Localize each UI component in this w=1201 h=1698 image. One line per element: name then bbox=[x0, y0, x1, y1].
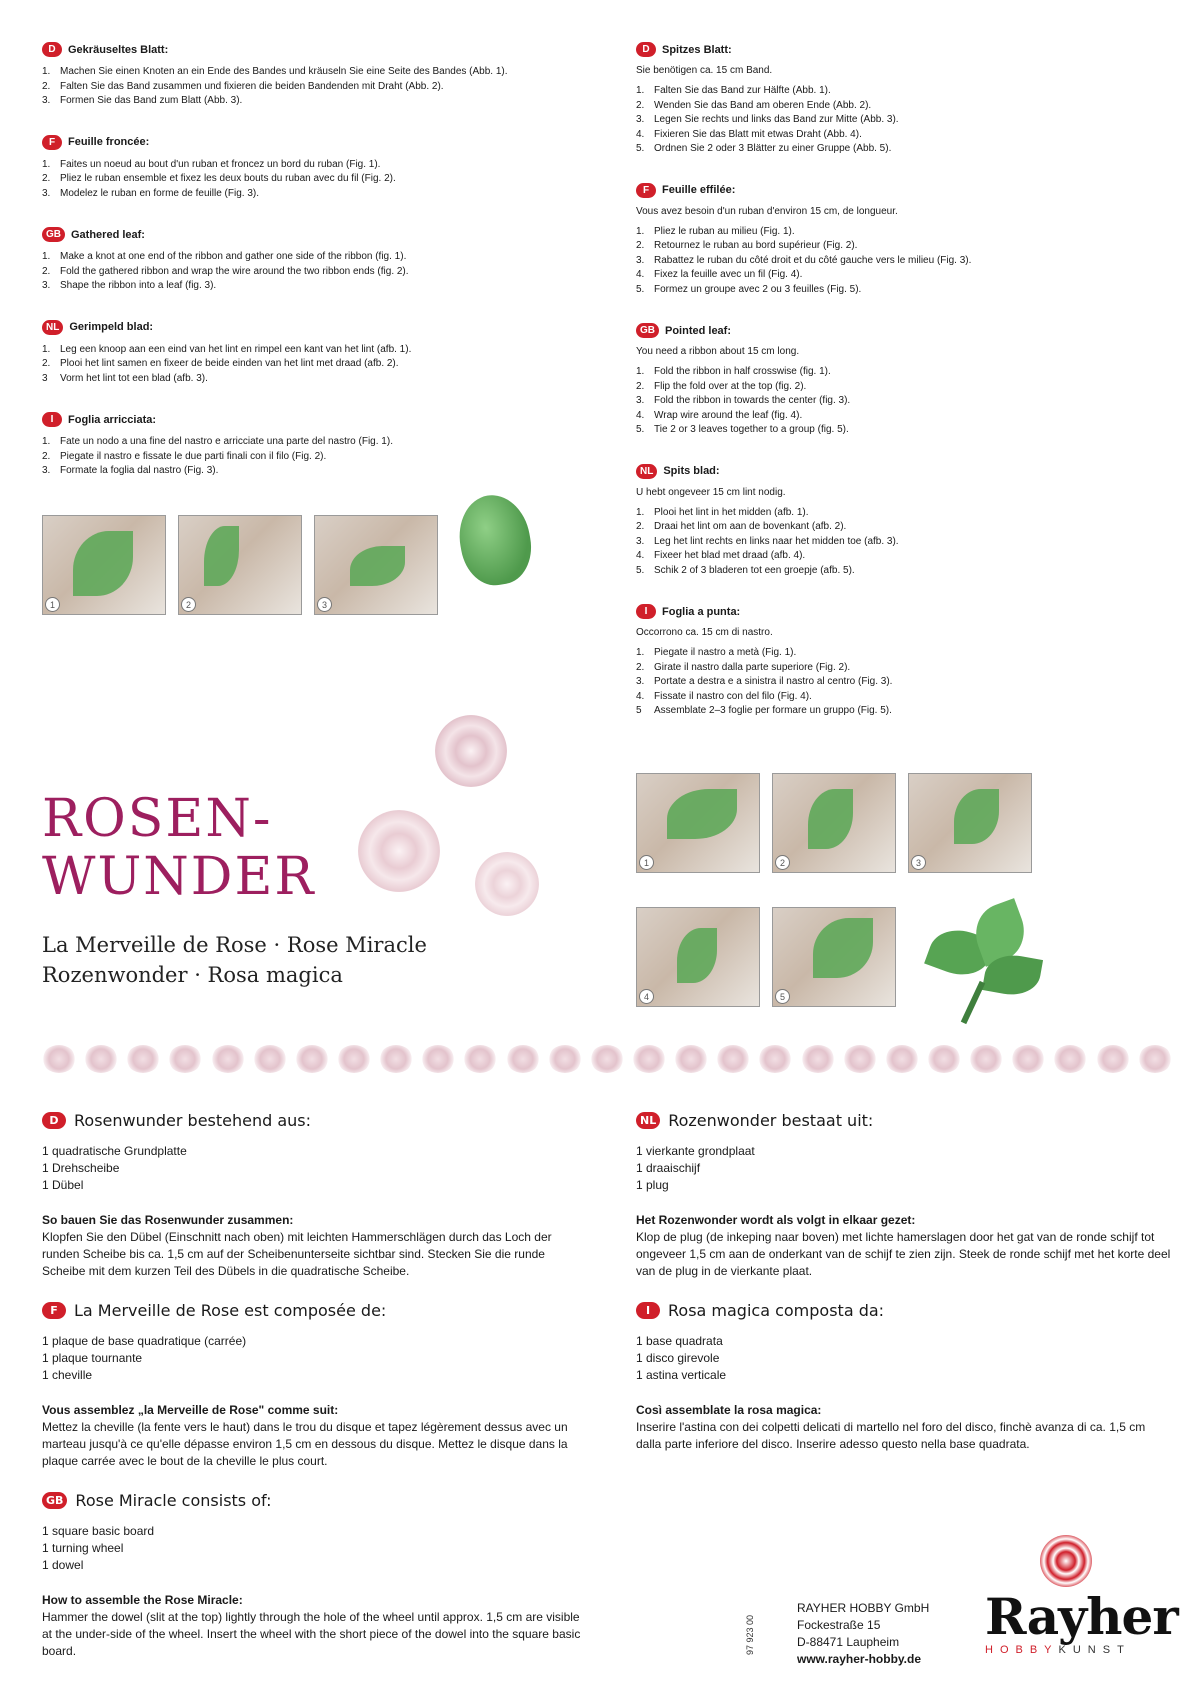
gathered-leaf-photos bbox=[42, 515, 438, 615]
company-address: RAYHER HOBBY GmbH Fockestraße 15 D-88471 Laupheim www.rayher-hobby.de bbox=[797, 1601, 930, 1666]
section-title: Gerimpeld blad: bbox=[69, 321, 154, 333]
step-item: 5. Schik 2 of 3 bladeren tot een groepje (afb. 5). bbox=[636, 564, 855, 576]
section-title: Feuille effilée: bbox=[662, 184, 736, 196]
rose-icon bbox=[885, 1045, 919, 1073]
step-item: 1. Plooi het lint in het midden (afb. 1). bbox=[636, 506, 809, 518]
instruction-section bbox=[636, 464, 1156, 579]
section-intro: Vous avez besoin d'un ruban d'environ 15 cm, de longueur. bbox=[636, 205, 898, 217]
pointed-leaf-result bbox=[920, 900, 1050, 1030]
howto-text: Inserire l'astina con dei colpetti delicati di martello nel foro del disco, finchè avanza di ca. 1,5 cm dalla parte inferiore del disco. Inserire adesso questo nella base quadrata. bbox=[636, 1420, 1146, 1451]
language-badge: NL bbox=[42, 320, 63, 335]
step-photo bbox=[42, 515, 166, 615]
page-title: ROSEN- WUNDER bbox=[42, 789, 316, 907]
rose-icon bbox=[716, 1045, 750, 1073]
step-item: 3. Legen Sie rechts und links das Band zur Mitte (Abb. 3). bbox=[636, 114, 899, 125]
list-item: 1 dowel bbox=[42, 1558, 84, 1572]
rose-icon bbox=[126, 1045, 160, 1073]
section-title: Gathered leaf: bbox=[71, 228, 145, 241]
instruction-section bbox=[636, 183, 1156, 298]
step-item: 1. Leg een knoop aan een eind van het lint en rimpel een kant van het lint (afb. 1). bbox=[42, 343, 412, 355]
rose-decoration bbox=[435, 715, 507, 787]
parts-list bbox=[636, 1143, 1171, 1194]
step-item: 5 Assemblate 2–3 foglie per formare un gruppo (Fig. 5). bbox=[636, 705, 892, 716]
step-item: 2. Draai het lint om aan de bovenkant (afb. 2). bbox=[636, 521, 847, 532]
parts-list bbox=[636, 1333, 1171, 1384]
step-item: 1. Piegate il nastro a metà (Fig. 1). bbox=[636, 647, 797, 658]
rose-icon bbox=[337, 1045, 371, 1073]
step-item: 1. Falten Sie das Band zur Hälfte (Abb. 1). bbox=[636, 85, 831, 96]
language-badge: NL bbox=[636, 1112, 660, 1129]
step-photo bbox=[772, 773, 896, 873]
rose-icon bbox=[253, 1045, 287, 1073]
step-item: 4. Fixieren Sie das Blatt mit etwas Draht (Abb. 4). bbox=[636, 128, 862, 140]
step-item: 2. Wenden Sie das Band am oberen Ende (Abb. 2). bbox=[636, 99, 872, 111]
language-badge: D bbox=[42, 1112, 66, 1129]
step-item: 3. Shape the ribbon into a leaf (fig. 3). bbox=[42, 280, 217, 291]
instruction-section bbox=[636, 604, 1156, 719]
step-item: 3. Rabattez le ruban du côté droit et du côté gauche vers le milieu (Fig. 3). bbox=[636, 254, 972, 266]
step-item: 3. Formate la foglia dal nastro (Fig. 3). bbox=[42, 465, 219, 476]
list-item: 1 plug bbox=[636, 1178, 669, 1192]
rose-logo-icon bbox=[1040, 1535, 1092, 1587]
rose-icon bbox=[758, 1045, 792, 1073]
section-intro: You need a ribbon about 15 cm long. bbox=[636, 346, 800, 357]
rose-decoration bbox=[475, 852, 539, 916]
section-title: Rose Miracle consists of: bbox=[75, 1491, 272, 1510]
rose-icon bbox=[211, 1045, 245, 1073]
language-badge: D bbox=[42, 42, 62, 57]
step-item: 3. Leg het lint rechts en links naar het midden toe (afb. 3). bbox=[636, 535, 899, 547]
language-badge: F bbox=[636, 183, 656, 198]
rose-icon bbox=[674, 1045, 708, 1073]
instruction-section bbox=[42, 42, 582, 109]
howto-text: Hammer the dowel (slit at the top) lightly through the hole of the wheel until approx. 1,5 cm are visible at the under-side of the wheel. Insert the wheel with the short piece of the dowel into the square basic board. bbox=[42, 1610, 581, 1658]
rayher-logo: Rayher HOBBYKUNST bbox=[985, 1535, 1175, 1656]
step-item: 1. Make a knot at one end of the ribbon and gather one side of the ribbon (fig. 1). bbox=[42, 251, 407, 262]
step-item: 3. Modelez le ruban en forme de feuille (Fig. 3). bbox=[42, 187, 259, 199]
step-item: 2. Pliez le ruban ensemble et fixez les deux bouts du ruban avec du fil (Fig. 2). bbox=[42, 173, 396, 184]
section-title: Rosa magica composta da: bbox=[668, 1301, 885, 1320]
howto-title: How to assemble the Rose Miracle: bbox=[42, 1593, 243, 1607]
left-top-column bbox=[42, 42, 582, 505]
step-photo bbox=[178, 515, 302, 615]
rose-icon bbox=[1138, 1045, 1172, 1073]
photo-number: 1 bbox=[639, 855, 654, 870]
step-item: 3. Formen Sie das Band zum Blatt (Abb. 3). bbox=[42, 95, 243, 106]
rose-icon bbox=[590, 1045, 624, 1073]
howto-text: Klop de plug (de inkeping naar boven) met lichte hamerslagen door het gat van de ronde schijf tot ongeveer 1,5 cm aan de onderkant van de schijf te zien zijn. Steek de ronde schijf met het korte deel van de plug in de vierkante plaat. bbox=[636, 1230, 1171, 1278]
rose-icon bbox=[843, 1045, 877, 1073]
list-item: 1 square basic board bbox=[42, 1524, 155, 1538]
language-badge: I bbox=[636, 604, 656, 619]
howto-title: Het Rozenwonder wordt als volgt in elkaar gezet: bbox=[636, 1213, 916, 1227]
section-intro: Occorrono ca. 15 cm di nastro. bbox=[636, 627, 773, 638]
parts-list bbox=[42, 1143, 582, 1194]
language-badge: GB bbox=[42, 227, 65, 242]
section-title: Feuille froncée: bbox=[68, 136, 150, 148]
instruction-section bbox=[42, 227, 582, 294]
website-link[interactable]: www.rayher-hobby.de bbox=[797, 1652, 922, 1666]
photo-number: 3 bbox=[911, 855, 926, 870]
instruction-section bbox=[42, 135, 582, 202]
language-badge: F bbox=[42, 1302, 66, 1319]
gathered-leaf-result bbox=[453, 490, 538, 591]
language-badge: GB bbox=[42, 1492, 67, 1509]
instruction-section bbox=[42, 412, 582, 479]
rose-icon bbox=[84, 1045, 118, 1073]
list-item: 1 Drehscheibe bbox=[42, 1161, 120, 1175]
section-title: Foglia a punta: bbox=[662, 605, 741, 618]
instruction-section bbox=[636, 323, 1156, 438]
pointed-leaf-photos-row1 bbox=[636, 773, 1032, 873]
list-item: 1 draaischijf bbox=[636, 1161, 701, 1175]
step-item: 2. Girate il nastro dalla parte superiore (Fig. 2). bbox=[636, 661, 851, 673]
photo-number: 2 bbox=[181, 597, 196, 612]
step-photo bbox=[636, 773, 760, 873]
howto-title: Vous assemblez „la Merveille de Rose" comme suit: bbox=[42, 1403, 339, 1417]
step-photo bbox=[314, 515, 438, 615]
rose-icon bbox=[801, 1045, 835, 1073]
bottom-right-column bbox=[636, 1112, 1171, 1475]
howto-text: Klopfen Sie den Dübel (Einschnitt nach oben) mit leichten Hammerschlägen durch das Loch der runden Scheibe bis ca. 1,5 cm auf der Scheibenunterseite sichtbar sind. Stecken Sie die runde Scheibe mit dem kurzen Teil des Dübels in die quadratische Scheibe. bbox=[42, 1230, 552, 1278]
section-title: Foglia arricciata: bbox=[68, 413, 157, 426]
rose-icon bbox=[632, 1045, 666, 1073]
step-item: 5. Formez un groupe avec 2 ou 3 feuilles (Fig. 5). bbox=[636, 283, 862, 295]
list-item: 1 astina verticale bbox=[636, 1368, 727, 1382]
list-item: 1 Dübel bbox=[42, 1178, 84, 1192]
step-item: 2. Retournez le ruban au bord supérieur (Fig. 2). bbox=[636, 240, 858, 251]
list-item: 1 plaque tournante bbox=[42, 1351, 143, 1365]
bottom-left-column bbox=[42, 1112, 582, 1682]
list-item: 1 disco girevole bbox=[636, 1351, 720, 1365]
step-item: 5. Ordnen Sie 2 oder 3 Blätter zu einer Gruppe (Abb. 5). bbox=[636, 143, 892, 154]
assembly-section bbox=[42, 1492, 582, 1660]
section-title: Rosenwunder bestehend aus: bbox=[74, 1111, 312, 1130]
rose-icon bbox=[463, 1045, 497, 1073]
list-item: 1 cheville bbox=[42, 1368, 93, 1382]
rose-icon bbox=[295, 1045, 329, 1073]
section-intro: U hebt ongeveer 15 cm lint nodig. bbox=[636, 486, 786, 498]
photo-number: 5 bbox=[775, 989, 790, 1004]
assembly-section bbox=[42, 1302, 582, 1470]
page-subtitle: La Merveille de Rose · Rose Miracle Rozenwonder · Rosa magica bbox=[42, 933, 427, 987]
right-top-column bbox=[636, 42, 1156, 745]
howto-text: Mettez la cheville (la fente vers le haut) dans le trou du disque et tapez légèrement dessus avec un marteau jusqu'à ce qu'elle dépasse environ 1,5 cm en dessous du disque. Mettez le disque dans la plaque carrée avec le bout de la cheville le plus court. bbox=[42, 1420, 568, 1468]
rose-icon bbox=[168, 1045, 202, 1073]
howto-title: Così assemblate la rosa magica: bbox=[636, 1403, 822, 1417]
assembly-section bbox=[636, 1112, 1171, 1280]
rose-icon bbox=[548, 1045, 582, 1073]
photo-number: 1 bbox=[45, 597, 60, 612]
step-item: 1. Fate un nodo a una fine del nastro e arricciate una parte del nastro (Fig. 1). bbox=[42, 436, 393, 447]
rose-icon bbox=[379, 1045, 413, 1073]
list-item: 1 turning wheel bbox=[42, 1541, 124, 1555]
instruction-section bbox=[42, 320, 582, 387]
rose-icon bbox=[969, 1045, 1003, 1073]
step-item: 2. Falten Sie das Band zusammen und fixieren die beiden Bandenden mit Draht (Abb. 2). bbox=[42, 80, 444, 92]
article-number: 97 923 00 bbox=[745, 1614, 755, 1655]
rose-icon bbox=[506, 1045, 540, 1073]
step-item: 2. Flip the fold over at the top (fig. 2). bbox=[636, 380, 807, 392]
step-item: 4. Fixez la feuille avec un fil (Fig. 4). bbox=[636, 269, 803, 280]
step-item: 5. Tie 2 or 3 leaves together to a group (fig. 5). bbox=[636, 424, 849, 435]
step-item: 1. Machen Sie einen Knoten an ein Ende des Bandes und kräuseln Sie eine Seite des Bandes (Abb. 1). bbox=[42, 66, 508, 77]
rose-icon bbox=[927, 1045, 961, 1073]
list-item: 1 vierkante grondplaat bbox=[636, 1144, 755, 1158]
section-intro: Sie benötigen ca. 15 cm Band. bbox=[636, 65, 773, 76]
rose-icon bbox=[1096, 1045, 1130, 1073]
step-photo bbox=[772, 907, 896, 1007]
rose-decoration bbox=[358, 810, 440, 892]
section-title: Rozenwonder bestaat uit: bbox=[668, 1111, 874, 1130]
language-badge: GB bbox=[636, 323, 659, 338]
step-item: 3. Fold the ribbon in towards the center (fig. 3). bbox=[636, 395, 851, 406]
rose-icon bbox=[421, 1045, 455, 1073]
step-item: 2. Piegate il nastro e fissate le due parti finali con il filo (Fig. 2). bbox=[42, 450, 327, 462]
instruction-section bbox=[636, 42, 1156, 157]
section-title: La Merveille de Rose est composée de: bbox=[74, 1301, 387, 1320]
rose-icon bbox=[1011, 1045, 1045, 1073]
list-item: 1 quadratische Grundplatte bbox=[42, 1144, 187, 1158]
step-item: 3. Portate a destra e a sinistra il nastro al centro (Fig. 3). bbox=[636, 676, 893, 687]
photo-number: 3 bbox=[317, 597, 332, 612]
list-item: 1 base quadrata bbox=[636, 1334, 723, 1348]
rose-icon bbox=[1053, 1045, 1087, 1073]
language-badge: F bbox=[42, 135, 62, 150]
step-item: 1. Fold the ribbon in half crosswise (fig. 1). bbox=[636, 366, 831, 377]
parts-list bbox=[42, 1333, 582, 1384]
step-photo bbox=[908, 773, 1032, 873]
section-title: Pointed leaf: bbox=[665, 324, 732, 337]
step-item: 4. Wrap wire around the leaf (fig. 4). bbox=[636, 409, 803, 421]
step-item: 1. Faites un noeud au bout d'un ruban et froncez un bord du ruban (Fig. 1). bbox=[42, 158, 381, 170]
step-item: 4. Fixeer het blad met draad (afb. 4). bbox=[636, 550, 806, 561]
step-item: 4. Fissate il nastro con del filo (Fig. 4). bbox=[636, 690, 812, 702]
assembly-section bbox=[42, 1112, 582, 1280]
section-title: Gekräuseltes Blatt: bbox=[68, 43, 169, 56]
step-item: 2. Plooi het lint samen en fixeer de beide einden van het lint met draad (afb. 2). bbox=[42, 358, 399, 369]
language-badge: I bbox=[636, 1302, 660, 1319]
photo-number: 2 bbox=[775, 855, 790, 870]
section-title: Spits blad: bbox=[663, 465, 720, 477]
step-item: 1. Pliez le ruban au milieu (Fig. 1). bbox=[636, 225, 795, 237]
list-item: 1 plaque de base quadratique (carrée) bbox=[42, 1334, 247, 1348]
section-title: Spitzes Blatt: bbox=[662, 43, 732, 56]
step-photo bbox=[636, 907, 760, 1007]
language-badge: D bbox=[636, 42, 656, 57]
step-item: 3 Vorm het lint tot een blad (afb. 3). bbox=[42, 372, 208, 384]
photo-number: 4 bbox=[639, 989, 654, 1004]
step-item: 2. Fold the gathered ribbon and wrap the wire around the two ribbon ends (fig. 2). bbox=[42, 265, 409, 277]
howto-title: So bauen Sie das Rosenwunder zusammen: bbox=[42, 1213, 294, 1227]
pointed-leaf-photos-row2 bbox=[636, 907, 896, 1007]
rose-icon bbox=[42, 1045, 76, 1073]
language-badge: I bbox=[42, 412, 62, 427]
assembly-section bbox=[636, 1302, 1171, 1453]
language-badge: NL bbox=[636, 464, 657, 479]
rose-divider bbox=[42, 1045, 1172, 1073]
parts-list bbox=[42, 1523, 582, 1574]
